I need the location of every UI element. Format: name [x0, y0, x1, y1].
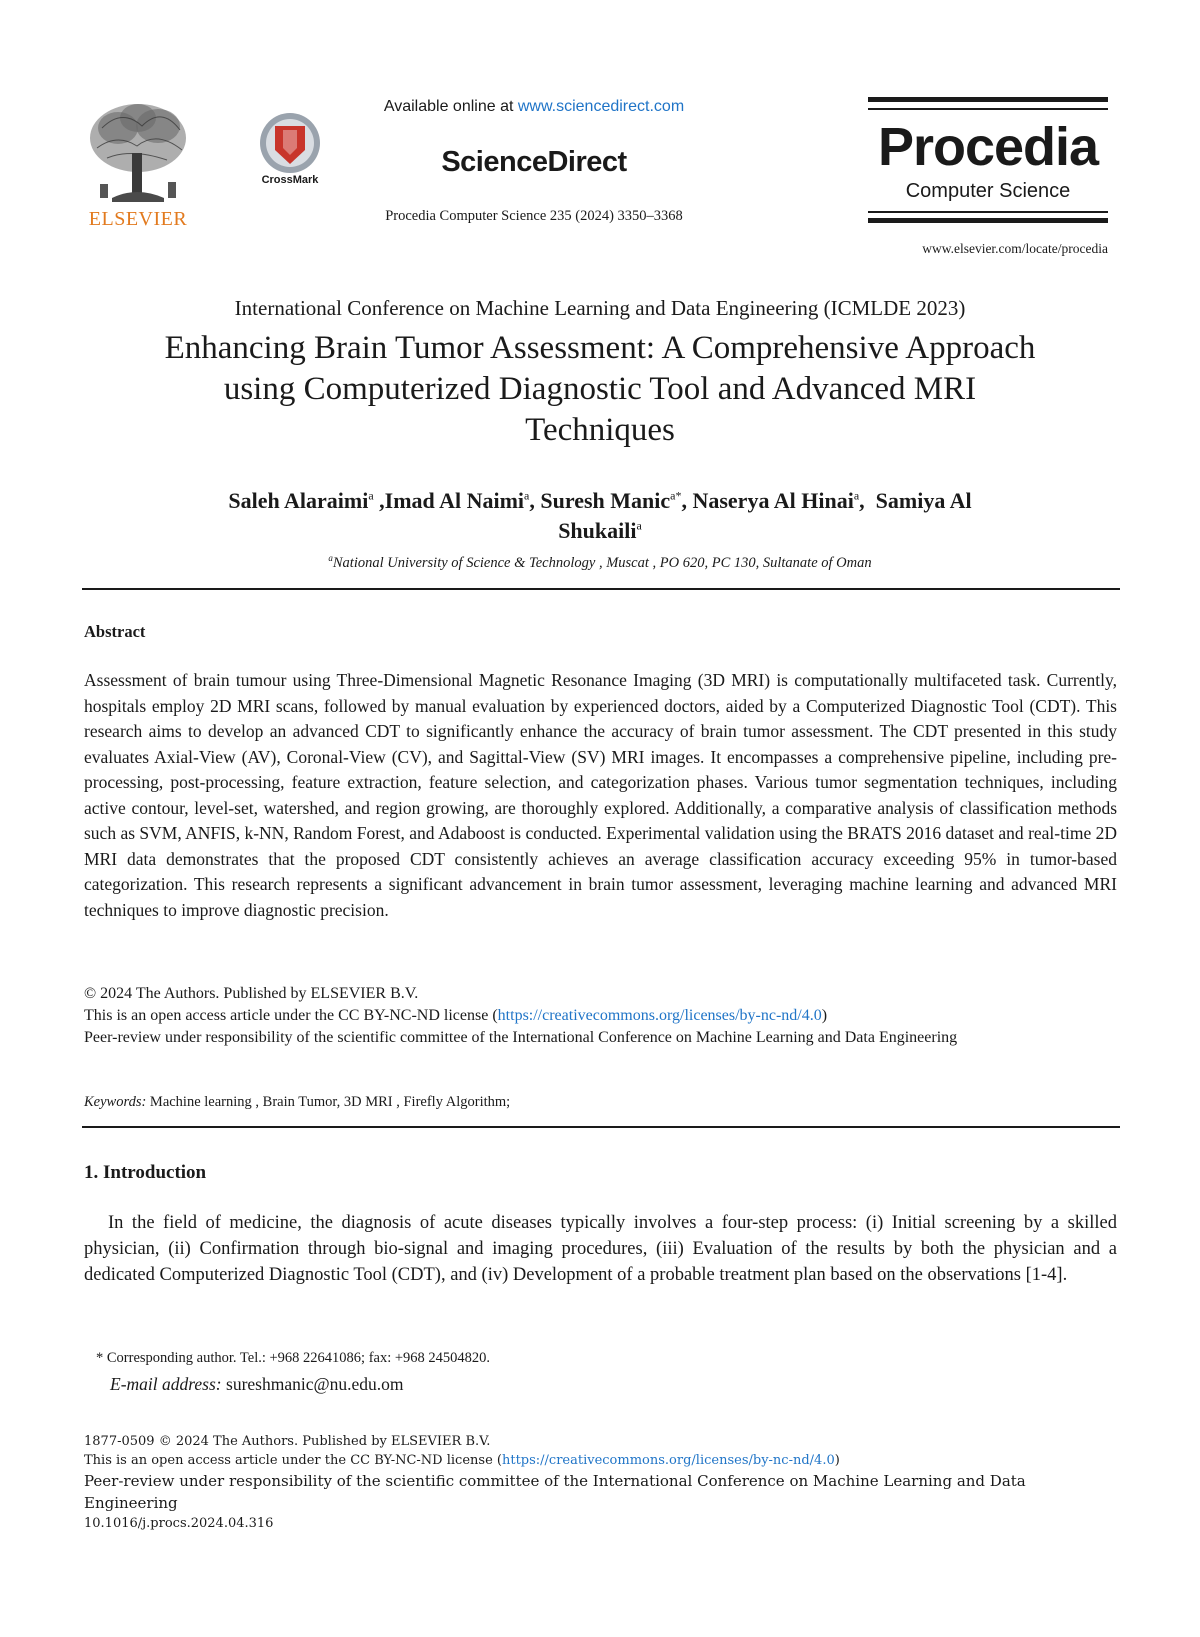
- header-divider: [82, 588, 1120, 590]
- corresponding-author-note: * Corresponding author. Tel.: +968 22641086; fax: +968 24504820.: [96, 1350, 491, 1366]
- author-affil-mark: a: [368, 488, 374, 503]
- author-affil-mark: a*: [670, 488, 682, 503]
- sciencedirect-wordmark: ScienceDirect: [441, 146, 627, 178]
- procedia-bottom-rule: [868, 218, 1108, 223]
- author-name: Naserya Al Hinai: [692, 488, 854, 513]
- procedia-top-rule-thin: [868, 108, 1108, 110]
- footer: [84, 1432, 1117, 1533]
- footer-peer-review: Peer-review under responsibility of the scientific committee of the International Conference on Machine Learning and Data Engineering: [84, 1472, 1026, 1512]
- author-name: Samiya Al: [875, 488, 972, 513]
- available-prefix: Available online at: [383, 98, 518, 115]
- procedia-title: Procedia: [877, 117, 1099, 177]
- author-affil-mark: a: [853, 488, 860, 503]
- doi[interactable]: 10.1016/j.procs.2024.04.316: [84, 1516, 274, 1531]
- author-line-1: Saleh Alaraimi$^a$ ,Imad Al Naimi$^a$, Suresh Manic$^{a*}$, Naserya Al Hinai$^a$, Samiya Al: [228, 488, 972, 513]
- procedia-logo: [868, 97, 1108, 223]
- peer-review-line: Peer-review under responsibility of the scientific committee of the International Conference on Machine Learning and Data Engineering: [84, 1029, 958, 1046]
- license-block: [84, 983, 1117, 1049]
- author-affil-mark: a: [636, 518, 642, 533]
- paper-title: [90, 328, 1110, 451]
- issn-line: 1877-0509 © 2024 The Authors. Published by ELSEVIER B.V.: [84, 1434, 491, 1449]
- intro-paragraph: In the field of medicine, the diagnosis of acute diseases typically involves a four-step process: (i) Initial screening by a skilled physician, (ii) Confirmation through bio-signal and imaging procedures, (iii) Evaluation of the results by both the physician and a dedicated Computerized Diagnostic Tool (CDT), and (iv) Development of a probable treatment plan based on the observations [1-4].: [84, 1213, 1117, 1285]
- keywords-label: Keywords:: [84, 1094, 147, 1110]
- abstract-heading: Abstract: [84, 622, 146, 641]
- affiliation-text: National University of Science & Technology , Muscat , PO 620, PC 130, Sultanate of Oman: [332, 555, 872, 571]
- footer-open-access: [84, 1451, 1117, 1470]
- email-line: [110, 1374, 404, 1395]
- title-line: using Computerized Diagnostic Tool and Advanced MRI: [223, 371, 977, 407]
- procedia-top-rule: [868, 97, 1108, 102]
- author-list: [100, 486, 1100, 546]
- open-access-text: This is an open access article under the CC BY-NC-ND license (: [84, 1007, 498, 1024]
- footer-open-access-suffix: ): [834, 1453, 840, 1468]
- email-label: E-mail address:: [110, 1374, 222, 1394]
- author-affil-mark: a: [524, 488, 530, 503]
- author-name: Shukaili: [558, 518, 637, 543]
- keywords: [84, 1094, 1117, 1111]
- copyright-line: © 2024 The Authors. Published by ELSEVIER B.V.: [84, 985, 419, 1002]
- title-line: Enhancing Brain Tumor Assessment: A Comprehensive Approach: [164, 330, 1036, 366]
- abstract-body: Assessment of brain tumour using Three-Dimensional Magnetic Resonance Imaging (3D MRI) is computationally multifaceted task. Currently, hospitals employ 2D MRI scans, followed by manual evaluation by experienced doctors, aided by a Computerized Diagnostic Tool (CDT). This research aims to develop an advanced CDT to significantly enhance the accuracy of brain tumor assessment. The CDT presented in this study evaluates Axial-View (AV), Coronal-View (CV), and Sagittal-View (SV) MRI images. It encompasses a comprehensive pipeline, including pre-processing, post-processing, feature extraction, feature selection, and categorization phases. Various tumor segmentation techniques, including active contour, level-set, watershed, and region growing, are thoroughly explored. Additionally, a comparative analysis of classification methods such as SVM, ANFIS, k-NN, Random Forest, and Adaboost is conducted. Experimental validation using the BRATS 2016 dataset and real-time 2D MRI data demonstrates that the proposed CDT consistently achieves an average classification accuracy exceeding 95% in tumor-based categorization. This research represents a significant advancement in brain tumor assessment, leveraging machine learning and advanced MRI techniques to improve diagnostic precision.: [84, 670, 1117, 920]
- journal-url[interactable]: www.elsevier.com/locate/procedia: [922, 241, 1108, 256]
- author-line-2: [100, 516, 1100, 546]
- journal-reference: Procedia Computer Science 235 (2024) 3350–3368: [385, 208, 683, 224]
- author-name: Saleh Alaraimi: [228, 488, 369, 513]
- title-line: Techniques: [525, 412, 675, 448]
- keywords-text: Machine learning , Brain Tumor, 3D MRI , Firefly Algorithm;: [146, 1094, 511, 1110]
- footer-license-link[interactable]: https://creativecommons.org/licenses/by-nc-nd/4.0: [501, 1453, 835, 1468]
- footer-open-access-text: This is an open access article under the CC BY-NC-ND license (: [84, 1453, 502, 1468]
- author-name: Suresh Manic: [540, 488, 671, 513]
- crossmark-label: CrossMark: [261, 174, 319, 186]
- procedia-subtitle: Computer Science: [905, 180, 1071, 202]
- affiliation-mark: a: [328, 553, 333, 564]
- section-heading: 1. Introduction: [84, 1162, 207, 1183]
- conference-name: International Conference on Machine Learning and Data Engineering (ICMLDE 2023): [234, 296, 966, 320]
- sciencedirect-link[interactable]: www.sciencedirect.com: [517, 98, 685, 115]
- open-access-suffix: ): [821, 1007, 828, 1024]
- abstract-divider: [82, 1126, 1120, 1128]
- license-link[interactable]: https://creativecommons.org/licenses/by-nc-nd/4.0: [497, 1007, 822, 1024]
- available-online: [344, 98, 724, 116]
- author-name: Imad Al Naimi: [384, 488, 525, 513]
- email-address[interactable]: sureshmanic@nu.edu.om: [221, 1374, 404, 1394]
- open-access-line: [84, 1005, 1117, 1027]
- affiliation: [100, 555, 1100, 572]
- elsevier-wordmark: ELSEVIER: [88, 208, 188, 230]
- procedia-bottom-rule-thin: [868, 211, 1108, 213]
